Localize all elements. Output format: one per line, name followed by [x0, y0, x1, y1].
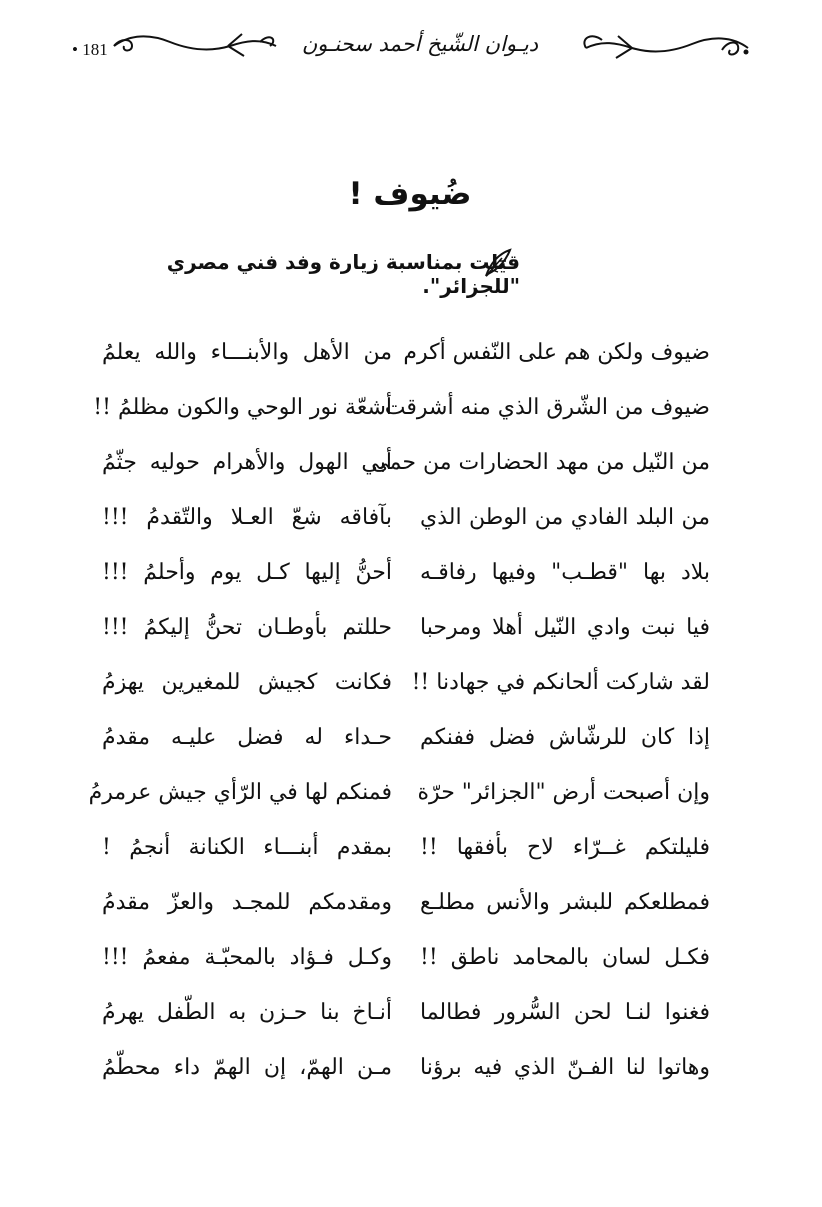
verse-second-hemistich: من الأهل والأبنـــاء والله يعلمُ	[102, 340, 392, 365]
verse-second-hemistich: فكانت كجيش للمغيرين يهزمُ	[102, 670, 392, 695]
verse-second-hemistich: وكـل فـؤاد بالمحبّـة مفعمُ !!!	[102, 945, 392, 970]
verse-line	[0, 450, 822, 496]
verse-first-hemistich: لقد شاركت ألحانكم في جهادنا !!	[411, 670, 710, 695]
running-title: ديـوان الشّيخ أحمد سحنـون	[301, 32, 539, 56]
page-header	[0, 0, 822, 100]
verse-second-hemistich: فمنكم لها في الرّأي جيش عرمرمُ	[88, 780, 392, 805]
verse-first-hemistich: من النّيل من مهد الحضارات من حمى	[371, 450, 710, 475]
verse-second-hemistich: مـن الهمّ، إن الهمّ داء محطّمُ	[102, 1055, 392, 1080]
verse-second-hemistich: بمقدم أبنـــاء الكنانة أنجمُ !	[102, 835, 392, 860]
verse-first-hemistich: من البلد الفادي من الوطن الذي	[420, 505, 710, 530]
verse-second-hemistich: ومقدمكم للمجـد والعزّ مقدمُ	[102, 890, 392, 915]
left-flourish-ornament	[110, 28, 280, 64]
verse-first-hemistich: إذا كان للرشّاش فضل ففنكم	[420, 725, 710, 750]
verse-first-hemistich: فكـل لسان بالمحامد ناطق !!	[420, 945, 710, 970]
verse-second-hemistich: أنـاخ بنا حـزن به الطّفل يهرمُ	[102, 1000, 392, 1025]
verse-first-hemistich: فغنوا لنـا لحن السُّرور فطالما	[420, 1000, 710, 1025]
verse-line	[0, 945, 822, 991]
poem-title: ضُيوف !	[348, 176, 472, 212]
verse-second-hemistich: حللتم بأوطـان تحنُّ إليكمُ !!!	[102, 615, 392, 640]
verse-second-hemistich: أحنُّ إليها كـل يوم وأحلمُ !!!	[102, 560, 392, 585]
verse-line	[0, 890, 822, 936]
verse-first-hemistich: ضيوف من الشّرق الذي منه أشرقت	[384, 395, 710, 420]
right-flourish-ornament	[572, 28, 752, 68]
verse-line	[0, 615, 822, 661]
verse-first-hemistich: ضيوف ولكن هم على النّفس أكرم	[403, 340, 710, 365]
verse-line	[0, 505, 822, 551]
verse-first-hemistich: بلاد بها "قطـب" وفيها رفاقـه	[420, 560, 710, 585]
verse-line	[0, 560, 822, 606]
verse-second-hemistich: بآفاقه شعّ العـلا والتّقدمُ !!!	[102, 505, 392, 530]
verse-line	[0, 780, 822, 826]
verse-second-hemistich: أبي الهول والأهرام حوليه جثّمُ	[102, 450, 392, 475]
verse-first-hemistich: وإن أصبحت أرض "الجزائر" حرّة	[417, 780, 710, 805]
verse-line	[0, 670, 822, 716]
verse-first-hemistich: فليلتكم غــرّاء لاح بأفقها !!	[420, 835, 710, 860]
verse-line	[0, 1000, 822, 1046]
page-number: • 181	[72, 40, 108, 59]
verse-first-hemistich: وهاتوا لنا الفـنّ الذي فيه برؤنا	[420, 1055, 710, 1080]
verse-line	[0, 340, 822, 386]
verse-line	[0, 1055, 822, 1101]
verse-second-hemistich: حـداء له فضل عليـه مقدمُ	[102, 725, 392, 750]
verse-second-hemistich: أشعّة نور الوحي والكون مظلمُ !!	[93, 395, 392, 420]
verse-line	[0, 835, 822, 881]
verse-line	[0, 395, 822, 441]
verse-first-hemistich: فمطلعكم للبشر والأنس مطلـع	[420, 890, 710, 915]
verse-first-hemistich: فيا نبت وادي النّيل أهلا ومرحبا	[420, 615, 710, 640]
poem-occasion-note: قيلت بمناسبة زيارة وفد فني مصري "للجزائر".	[166, 250, 520, 298]
verse-line	[0, 725, 822, 771]
